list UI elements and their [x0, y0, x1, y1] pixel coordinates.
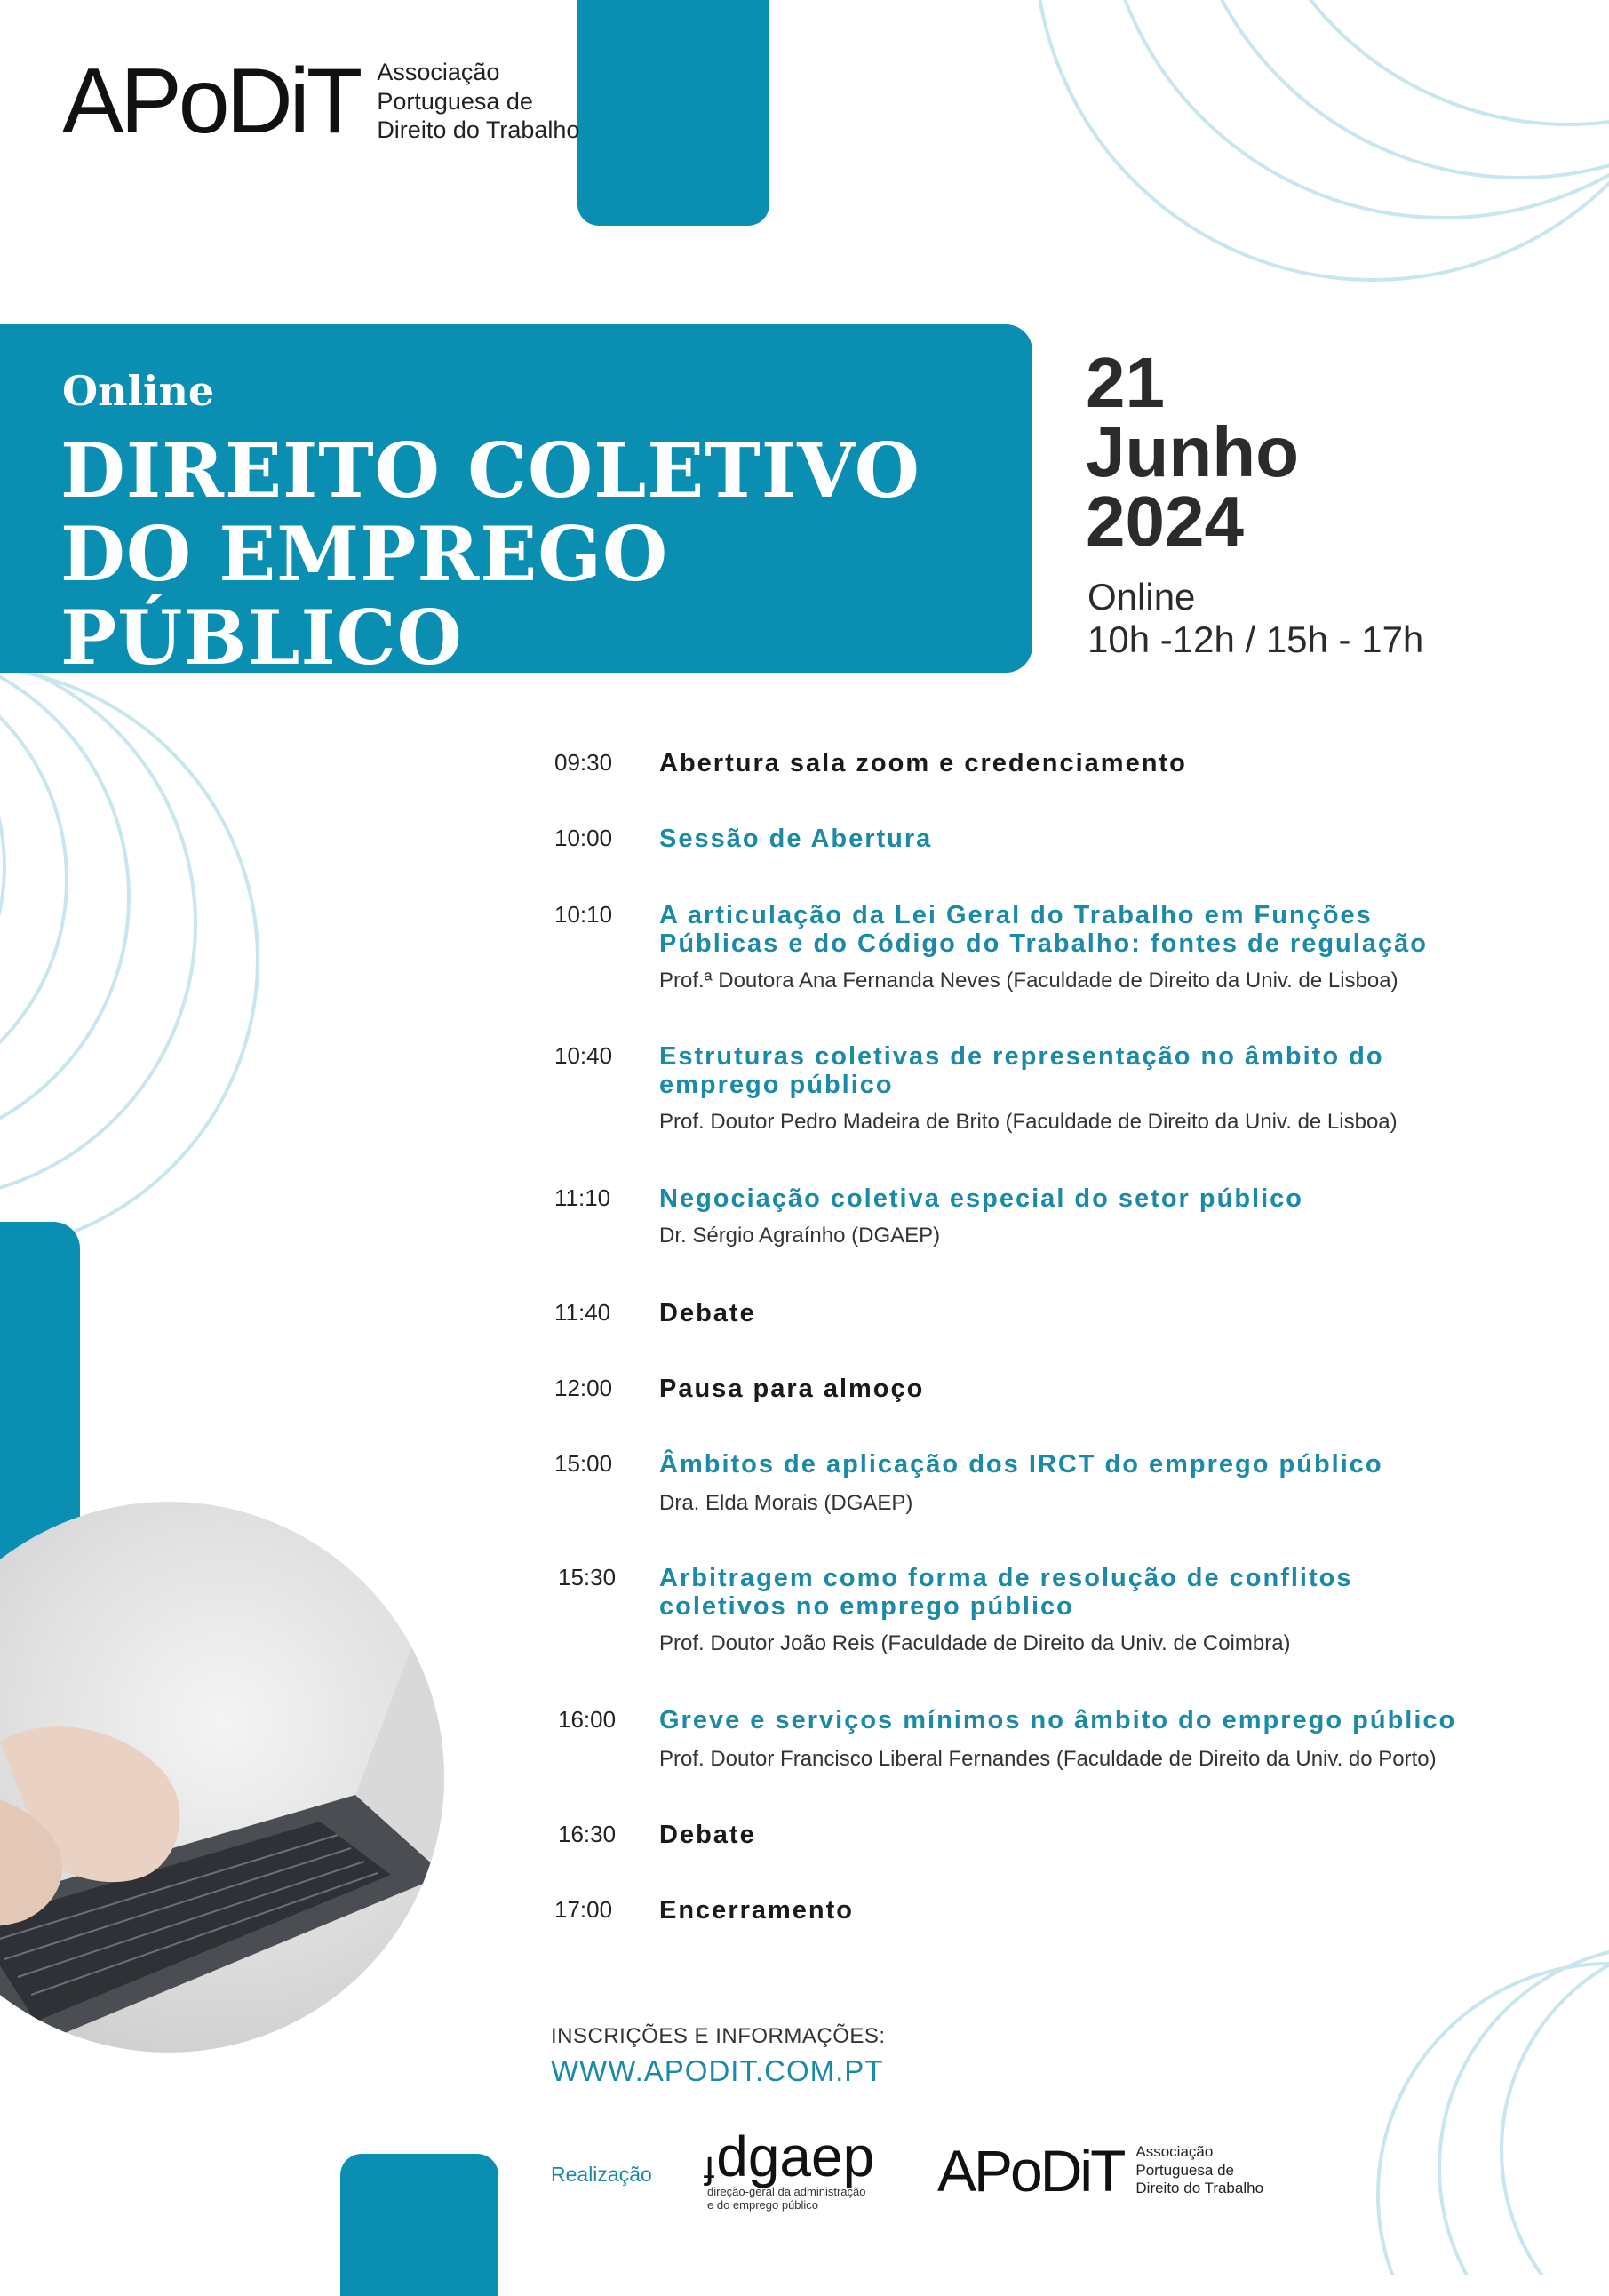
agenda-speaker: Prof. Doutor Francisco Liberal Fernandes (Faculdade de Direito da Univ. do Porto) — [659, 1747, 1437, 1771]
agenda-speaker: Prof.ª Doutora Ana Fernanda Neves (Faculdade de Direito da Univ. de Lisboa) — [659, 969, 1398, 993]
agenda-time: 17:00 — [554, 1896, 613, 1923]
agenda-time: 09:30 — [554, 749, 613, 776]
title-line: DO EMPREGO PÚBLICO — [60, 510, 669, 682]
agenda-time: 10:00 — [554, 825, 613, 851]
logo-org-line: Direito do Trabalho — [377, 116, 580, 144]
agenda-title: Encerramento — [659, 1896, 855, 1925]
dgaep-sub-line: e do emprego público — [707, 2198, 819, 2212]
agenda-title: Abertura sala zoom e credenciamento — [659, 749, 1187, 777]
agenda-title: A articulação da Lei Geral do Trabalho em Funções Públicas e do Código do Trabalho: fontes de regulação — [659, 901, 1428, 958]
agenda-speaker: Prof. Doutor Pedro Madeira de Brito (Faculdade de Direito da Univ. de Lisboa) — [659, 1110, 1398, 1134]
agenda-time: 16:00 — [558, 1706, 617, 1733]
agenda-time: 12:00 — [554, 1375, 613, 1401]
agenda-time: 15:30 — [558, 1564, 617, 1590]
agenda-speaker: Dra. Elda Morais (DGAEP) — [659, 1491, 913, 1515]
agenda-time: 16:30 — [558, 1821, 617, 1847]
event-hours: 10h -12h / 15h - 17h — [1087, 618, 1424, 660]
agenda-time: 10:40 — [554, 1042, 613, 1069]
registration-label: INSCRIÇÕES E INFORMAÇÕES: — [551, 2024, 886, 2048]
agenda-title: Arbitragem como forma de resolução de conflitos coletivos no emprego público — [659, 1564, 1353, 1621]
hero-banner — [0, 324, 1032, 682]
agenda-title: Âmbitos de aplicação dos IRCT do emprego público — [659, 1450, 1383, 1479]
logo-org-line: Portuguesa de — [377, 87, 533, 115]
dgaep-logo — [704, 2125, 875, 2212]
apodit-footer-logo-mark: APoDiT — [937, 2138, 1124, 2204]
agenda-title: Debate — [659, 1821, 756, 1849]
organizers-label: Realização — [551, 2163, 652, 2186]
hero-kicker: Online — [62, 367, 215, 415]
event-year: 2024 — [1086, 482, 1244, 561]
dgaep-logo-text — [707, 2185, 874, 2212]
agenda-title: Debate — [659, 1299, 756, 1327]
event-details — [1087, 576, 1423, 661]
dgaep-sub-line: direção-geral da administração — [707, 2185, 866, 2198]
event-date — [1086, 343, 1299, 561]
logo-org-line: Associação — [377, 59, 500, 86]
agenda-title: Estruturas coletivas de representação no âmbito do emprego público — [659, 1042, 1384, 1099]
agenda-title: Greve e serviços mínimos no âmbito do emprego público — [659, 1706, 1457, 1734]
registration-link[interactable]: WWW.APODIT.COM.PT — [551, 2054, 884, 2087]
event-mode: Online — [1087, 576, 1196, 618]
logo-org-line: Direito do Trabalho — [1135, 2180, 1264, 2197]
top-accent-block — [577, 0, 769, 226]
apodit-logo-mark: APoDiT — [62, 50, 360, 153]
title-line: DIREITO COLETIVO — [60, 427, 920, 514]
agenda-time: 11:10 — [554, 1184, 611, 1211]
agenda-title: Negociação coletiva especial do setor público — [659, 1184, 1303, 1213]
event-month: Junho — [1086, 412, 1299, 491]
logo-org-line: Portuguesa de — [1135, 2161, 1234, 2179]
event-day: 21 — [1086, 343, 1165, 422]
agenda-title: Pausa para almoço — [659, 1375, 925, 1403]
agenda-time: 11:40 — [554, 1299, 611, 1326]
logo-org-line: Associação — [1135, 2143, 1214, 2161]
apodit-logo-text — [377, 58, 579, 144]
page-title — [60, 429, 1032, 680]
dgaep-swirl-icon: ɟ — [704, 2143, 715, 2187]
bottom-accent-block — [340, 2154, 498, 2296]
agenda-speaker: Prof. Doutor João Reis (Faculdade de Direito da Univ. de Coimbra) — [659, 1631, 1291, 1655]
dgaep-logo-mark: dgaep — [716, 2125, 875, 2188]
apodit-logo — [62, 50, 580, 153]
apodit-footer-logo — [937, 2138, 1264, 2204]
agenda-time: 10:10 — [554, 901, 613, 928]
agenda-speaker: Dr. Sérgio Agraínho (DGAEP) — [659, 1224, 941, 1248]
agenda-title: Sessão de Abertura — [659, 825, 933, 853]
agenda-time: 15:00 — [554, 1450, 613, 1477]
apodit-footer-logo-text — [1135, 2143, 1263, 2197]
